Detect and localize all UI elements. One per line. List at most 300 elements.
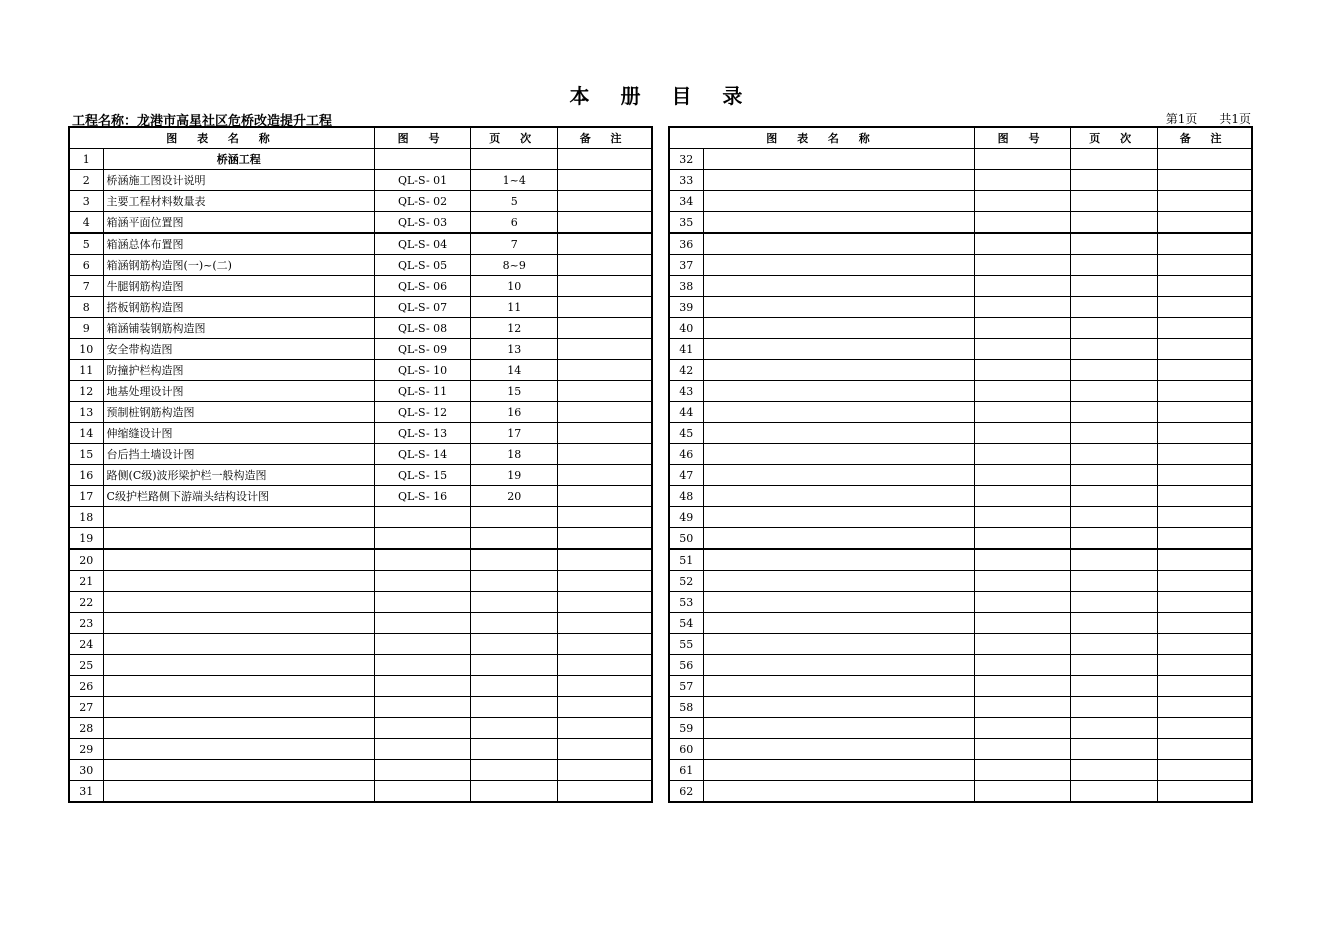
row-page [1071, 634, 1158, 655]
row-code [975, 149, 1071, 170]
table-row [669, 170, 1252, 191]
row-code [375, 655, 471, 676]
row-code [375, 739, 471, 760]
row-note [558, 507, 652, 528]
row-note [1158, 318, 1252, 339]
row-note [1158, 739, 1252, 760]
header-page: 页 次 [471, 127, 558, 149]
table-row [669, 212, 1252, 234]
row-number: 7 [69, 276, 103, 297]
row-number: 27 [69, 697, 103, 718]
row-code [975, 739, 1071, 760]
row-page: 11 [471, 297, 558, 318]
row-code [975, 381, 1071, 402]
row-code [375, 592, 471, 613]
row-code: QL-S- 08 [375, 318, 471, 339]
row-code: QL-S- 15 [375, 465, 471, 486]
table-row [69, 697, 652, 718]
row-number: 14 [69, 423, 103, 444]
table-row [669, 465, 1252, 486]
row-code: QL-S- 11 [375, 381, 471, 402]
row-number: 16 [69, 465, 103, 486]
row-page [1071, 486, 1158, 507]
row-page [1071, 781, 1158, 803]
row-page: 20 [471, 486, 558, 507]
table-row [69, 191, 652, 212]
header-note: 备 注 [1158, 127, 1252, 149]
row-note [558, 634, 652, 655]
row-note [558, 760, 652, 781]
row-number: 1 [69, 149, 103, 170]
row-code [975, 233, 1071, 255]
row-note [1158, 170, 1252, 191]
row-number: 13 [69, 402, 103, 423]
row-name [703, 465, 974, 486]
row-name [703, 739, 974, 760]
row-page [1071, 170, 1158, 191]
table-row [69, 423, 652, 444]
row-name: 主要工程材料数量表 [103, 191, 374, 212]
row-code [975, 507, 1071, 528]
row-code [975, 191, 1071, 212]
row-note [1158, 697, 1252, 718]
row-code [975, 170, 1071, 191]
row-number: 29 [69, 739, 103, 760]
table-row [69, 655, 652, 676]
row-name [703, 297, 974, 318]
row-name [703, 191, 974, 212]
row-code [975, 781, 1071, 803]
row-page: 14 [471, 360, 558, 381]
row-note [558, 360, 652, 381]
row-name [103, 781, 374, 803]
row-code [375, 549, 471, 571]
row-number: 42 [669, 360, 703, 381]
row-name [703, 697, 974, 718]
row-name [103, 760, 374, 781]
row-number: 46 [669, 444, 703, 465]
row-page: 10 [471, 276, 558, 297]
row-code [975, 549, 1071, 571]
row-note [558, 318, 652, 339]
row-code [975, 339, 1071, 360]
table-row [669, 276, 1252, 297]
row-name [703, 233, 974, 255]
row-page [471, 781, 558, 803]
row-name [703, 507, 974, 528]
row-page: 19 [471, 465, 558, 486]
row-code [375, 528, 471, 550]
row-note [1158, 233, 1252, 255]
row-number: 8 [69, 297, 103, 318]
row-name: 路侧(C级)波形梁护栏一般构造图 [103, 465, 374, 486]
row-code: QL-S- 12 [375, 402, 471, 423]
row-page [1071, 212, 1158, 234]
row-note [1158, 571, 1252, 592]
row-number: 56 [669, 655, 703, 676]
table-row [69, 212, 652, 234]
row-note [558, 528, 652, 550]
table-row [69, 233, 652, 255]
row-code [375, 697, 471, 718]
row-page: 5 [471, 191, 558, 212]
row-number: 21 [69, 571, 103, 592]
header-page: 页 次 [1071, 127, 1158, 149]
row-code: QL-S- 09 [375, 339, 471, 360]
row-number: 24 [69, 634, 103, 655]
row-note [558, 170, 652, 191]
row-code [975, 676, 1071, 697]
row-name: 伸缩缝设计图 [103, 423, 374, 444]
row-code [375, 718, 471, 739]
table-row [669, 444, 1252, 465]
row-number: 54 [669, 613, 703, 634]
table-row [669, 718, 1252, 739]
header-row [669, 127, 1252, 149]
row-note [558, 549, 652, 571]
row-code [375, 149, 471, 170]
row-name [103, 718, 374, 739]
row-page [1071, 255, 1158, 276]
row-note [1158, 760, 1252, 781]
row-page: 6 [471, 212, 558, 234]
table-row [669, 739, 1252, 760]
row-page [471, 549, 558, 571]
row-name [703, 549, 974, 571]
row-number: 59 [669, 718, 703, 739]
row-code [375, 781, 471, 803]
table-row [69, 528, 652, 550]
row-number: 52 [669, 571, 703, 592]
row-number: 32 [669, 149, 703, 170]
row-number: 44 [669, 402, 703, 423]
row-number: 55 [669, 634, 703, 655]
row-page [471, 718, 558, 739]
row-note [1158, 528, 1252, 550]
row-name [103, 549, 374, 571]
row-name [103, 634, 374, 655]
row-code: QL-S- 02 [375, 191, 471, 212]
row-code [975, 655, 1071, 676]
row-note [558, 381, 652, 402]
row-page: 7 [471, 233, 558, 255]
catalog-table-right [668, 126, 1253, 803]
row-page [471, 760, 558, 781]
row-note [558, 444, 652, 465]
row-name [703, 149, 974, 170]
row-page [471, 697, 558, 718]
row-note [1158, 423, 1252, 444]
row-page: 1~4 [471, 170, 558, 191]
row-name: 桥涵工程 [103, 149, 374, 170]
table-row [669, 486, 1252, 507]
row-page [1071, 571, 1158, 592]
row-name: C级护栏路侧下游端头结构设计图 [103, 486, 374, 507]
header-code: 图 号 [975, 127, 1071, 149]
row-page [471, 613, 558, 634]
table-row [669, 676, 1252, 697]
row-page: 12 [471, 318, 558, 339]
row-name [103, 697, 374, 718]
row-page [1071, 149, 1158, 170]
row-note [1158, 149, 1252, 170]
row-number: 25 [69, 655, 103, 676]
table-row [669, 423, 1252, 444]
row-name [703, 571, 974, 592]
row-code [975, 402, 1071, 423]
row-note [558, 297, 652, 318]
row-number: 10 [69, 339, 103, 360]
row-code: QL-S- 05 [375, 255, 471, 276]
row-code [975, 528, 1071, 550]
row-page [1071, 655, 1158, 676]
row-number: 22 [69, 592, 103, 613]
row-name [703, 423, 974, 444]
row-number: 37 [669, 255, 703, 276]
row-name [703, 718, 974, 739]
table-row [69, 402, 652, 423]
table-row [669, 297, 1252, 318]
row-code: QL-S- 03 [375, 212, 471, 234]
row-note [1158, 339, 1252, 360]
row-number: 36 [669, 233, 703, 255]
row-code [975, 255, 1071, 276]
row-number: 47 [669, 465, 703, 486]
row-name [703, 255, 974, 276]
table-row [669, 191, 1252, 212]
row-page [471, 149, 558, 170]
row-page [1071, 339, 1158, 360]
row-page [1071, 318, 1158, 339]
row-code [375, 634, 471, 655]
table-row [69, 360, 652, 381]
row-note [558, 402, 652, 423]
row-number: 12 [69, 381, 103, 402]
row-note [558, 339, 652, 360]
row-number: 20 [69, 549, 103, 571]
table-row [69, 781, 652, 803]
row-code [975, 423, 1071, 444]
row-page [471, 676, 558, 697]
row-name: 搭板钢筋构造图 [103, 297, 374, 318]
row-name [103, 655, 374, 676]
row-code: QL-S- 10 [375, 360, 471, 381]
row-number: 40 [669, 318, 703, 339]
row-name [703, 170, 974, 191]
row-page [1071, 191, 1158, 212]
row-name [703, 760, 974, 781]
row-note [558, 781, 652, 803]
table-row [669, 571, 1252, 592]
row-number: 48 [669, 486, 703, 507]
row-note [1158, 212, 1252, 234]
row-number: 15 [69, 444, 103, 465]
row-name [703, 592, 974, 613]
table-row [69, 718, 652, 739]
row-page [471, 592, 558, 613]
table-row [69, 760, 652, 781]
row-page [471, 507, 558, 528]
page-current: 第1页 [1165, 112, 1198, 126]
header-row [69, 127, 652, 149]
page-title: 本 册 目 录 [569, 84, 755, 108]
table-row [669, 360, 1252, 381]
row-note [558, 465, 652, 486]
row-note [558, 423, 652, 444]
row-name: 桥涵施工图设计说明 [103, 170, 374, 191]
row-page: 17 [471, 423, 558, 444]
table-row [669, 655, 1252, 676]
table-row [69, 149, 652, 170]
table-row [669, 381, 1252, 402]
row-note [1158, 592, 1252, 613]
row-name [103, 592, 374, 613]
row-code [975, 318, 1071, 339]
row-code: QL-S- 14 [375, 444, 471, 465]
row-name [103, 613, 374, 634]
row-note [558, 655, 652, 676]
row-code [975, 360, 1071, 381]
row-page [1071, 760, 1158, 781]
row-code: QL-S- 07 [375, 297, 471, 318]
row-code [975, 486, 1071, 507]
row-note [1158, 718, 1252, 739]
header-note: 备 注 [558, 127, 652, 149]
table-row [669, 592, 1252, 613]
row-number: 57 [669, 676, 703, 697]
row-note [558, 739, 652, 760]
row-number: 19 [69, 528, 103, 550]
catalog-table-left [68, 126, 653, 803]
row-page: 8~9 [471, 255, 558, 276]
row-number: 33 [669, 170, 703, 191]
row-page [1071, 444, 1158, 465]
row-note [558, 592, 652, 613]
table-row [669, 781, 1252, 803]
table-row [69, 676, 652, 697]
row-page: 16 [471, 402, 558, 423]
row-number: 39 [669, 297, 703, 318]
row-name: 箱涵总体布置图 [103, 233, 374, 255]
table-row [69, 297, 652, 318]
row-page [1071, 528, 1158, 550]
table-row [669, 528, 1252, 550]
row-note [558, 212, 652, 234]
row-name [703, 444, 974, 465]
row-number: 50 [669, 528, 703, 550]
row-code [975, 760, 1071, 781]
row-code [975, 444, 1071, 465]
table-row [669, 149, 1252, 170]
row-page [1071, 465, 1158, 486]
row-number: 51 [669, 549, 703, 571]
row-name [103, 676, 374, 697]
row-number: 28 [69, 718, 103, 739]
row-note [1158, 634, 1252, 655]
table-row [69, 465, 652, 486]
row-code: QL-S- 06 [375, 276, 471, 297]
row-page [1071, 549, 1158, 571]
table-row [69, 486, 652, 507]
row-number: 23 [69, 613, 103, 634]
row-code [375, 613, 471, 634]
row-note [1158, 381, 1252, 402]
row-note [1158, 676, 1252, 697]
row-code [975, 592, 1071, 613]
row-note [558, 718, 652, 739]
row-number: 60 [669, 739, 703, 760]
table-row [669, 549, 1252, 571]
row-page [1071, 381, 1158, 402]
project-name: 工程名称：龙港市高星社区危桥改造提升工程 [72, 114, 333, 129]
row-name [703, 634, 974, 655]
row-name: 防撞护栏构造图 [103, 360, 374, 381]
row-name: 预制桩钢筋构造图 [103, 402, 374, 423]
row-name [703, 781, 974, 803]
table-row [669, 613, 1252, 634]
row-number: 35 [669, 212, 703, 234]
row-name [703, 360, 974, 381]
row-number: 6 [69, 255, 103, 276]
row-number: 38 [669, 276, 703, 297]
row-name: 地基处理设计图 [103, 381, 374, 402]
table-row [669, 402, 1252, 423]
row-name: 箱涵铺装钢筋构造图 [103, 318, 374, 339]
row-number: 34 [669, 191, 703, 212]
row-page [471, 571, 558, 592]
row-code [975, 613, 1071, 634]
row-name: 安全带构造图 [103, 339, 374, 360]
row-number: 18 [69, 507, 103, 528]
row-number: 53 [669, 592, 703, 613]
row-page [471, 634, 558, 655]
table-row [69, 739, 652, 760]
table-row [69, 255, 652, 276]
table-row [69, 444, 652, 465]
row-name [103, 528, 374, 550]
row-number: 49 [669, 507, 703, 528]
table-row [69, 592, 652, 613]
row-code [975, 297, 1071, 318]
row-note [558, 613, 652, 634]
row-name [103, 571, 374, 592]
row-page [1071, 507, 1158, 528]
row-number: 62 [669, 781, 703, 803]
row-code [375, 571, 471, 592]
table-row [69, 170, 652, 191]
row-code [975, 718, 1071, 739]
row-note [1158, 402, 1252, 423]
row-note [1158, 781, 1252, 803]
row-note [558, 486, 652, 507]
table-row [69, 613, 652, 634]
row-page [1071, 360, 1158, 381]
row-note [1158, 486, 1252, 507]
row-code [375, 676, 471, 697]
table-row [69, 571, 652, 592]
row-name [703, 212, 974, 234]
row-note [1158, 276, 1252, 297]
header-name: 图 表 名 称 [669, 127, 975, 149]
row-page [1071, 676, 1158, 697]
row-note [1158, 549, 1252, 571]
row-page [1071, 233, 1158, 255]
table-row [69, 507, 652, 528]
row-page [1071, 276, 1158, 297]
row-code: QL-S- 16 [375, 486, 471, 507]
table-row [669, 318, 1252, 339]
header-name: 图 表 名 称 [69, 127, 375, 149]
